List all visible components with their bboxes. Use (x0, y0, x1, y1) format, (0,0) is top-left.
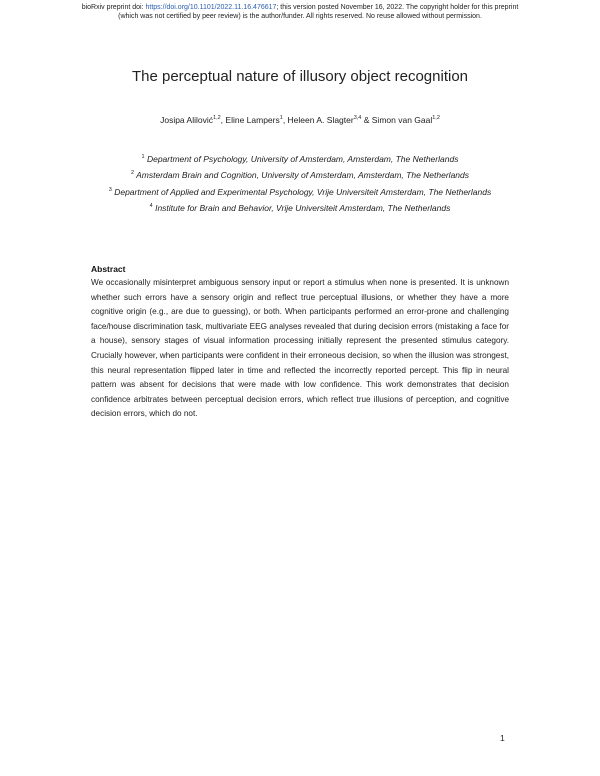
preprint-notice-line2: (which was not certified by peer review) is the author/funder. All rights reserved. No reuse allowed without permission. (118, 13, 482, 20)
affiliation-text: Amsterdam Brain and Cognition, University of Amsterdam, Amsterdam, The Netherlands (136, 170, 469, 181)
affiliation-item (0, 150, 600, 166)
author-affiliation-mark: 1,2 (213, 115, 221, 122)
affiliation-text: Institute for Brain and Behavior, Vrije Universiteit Amsterdam, The Netherlands (155, 203, 451, 214)
author-name: Josipa Alilović (160, 115, 214, 125)
affiliation-text: Department of Applied and Experimental Psychology, Vrije Universiteit Amsterdam, The Netherlands (114, 186, 492, 197)
page-number: 1 (500, 733, 505, 743)
abstract-body: We occasionally misinterpret ambiguous sensory input or report a stimulus when none is presented. It is unknown whether such errors have a sensory origin and reflect true perceptual illusions, or whether they have a more cognitive origin (e.g., are due to guessing), or both. When participants performed an error-prone and challenging face/house discrimination task, multivariate EEG analyses revealed that during decision errors (mistaking a face for a house), sensory stages of visual information processing initially represent the presented stimulus category. Crucially however, when participants were confident in their erroneous decision, so when the illusion was strongest, this neural representation flipped later in time and reflected the incorrectly reported percept. This flip in neural pattern was absent for decisions that were made with low confidence. This work demonstrates that decision confidence arbitrates between perceptual decision errors, which reflect true illusions of perception, and cognitive decision errors, which do not. (91, 278, 509, 419)
abstract-heading: Abstract (91, 264, 126, 274)
affiliation-number: 4 (149, 203, 153, 210)
affiliation-item (0, 166, 600, 182)
affiliation-number: 3 (108, 186, 112, 193)
affiliation-number: 2 (131, 170, 135, 177)
author-affiliation-mark: 1,2 (432, 115, 440, 122)
affiliation-list (0, 150, 600, 216)
preprint-notice-prefix: bioRxiv preprint doi: (81, 4, 146, 11)
author-affiliation-mark: 3,4 (353, 115, 362, 122)
affiliation-text: Department of Psychology, University of Amsterdam, Amsterdam, The Netherlands (146, 153, 459, 164)
author-affiliation-mark: 1 (279, 115, 283, 122)
affiliation-number: 1 (141, 154, 145, 160)
author-list: Josipa Alilović$^{1,2}$, Eline Lampers$^1$, Heleen A. Slagter$^{3,4}$ & Simon van Gaal$^{1,2}$ (160, 115, 440, 125)
preprint-notice-line1 (0, 3, 600, 12)
preprint-notice (0, 3, 600, 21)
author-name: Eline Lampers (225, 115, 280, 125)
author-name: Heleen A. Slagter (287, 115, 354, 125)
affiliation-item (0, 183, 600, 199)
paper-title: The perceptual nature of illusory object recognition (131, 68, 469, 85)
affiliation-item (0, 199, 600, 215)
author-name: Simon van Gaal (371, 115, 433, 125)
preprint-notice-suffix: ; this version posted November 16, 2022. The copyright holder for this preprint (276, 4, 519, 11)
doi-link[interactable]: https://doi.org/10.1101/2022.11.16.476617 (145, 4, 277, 11)
